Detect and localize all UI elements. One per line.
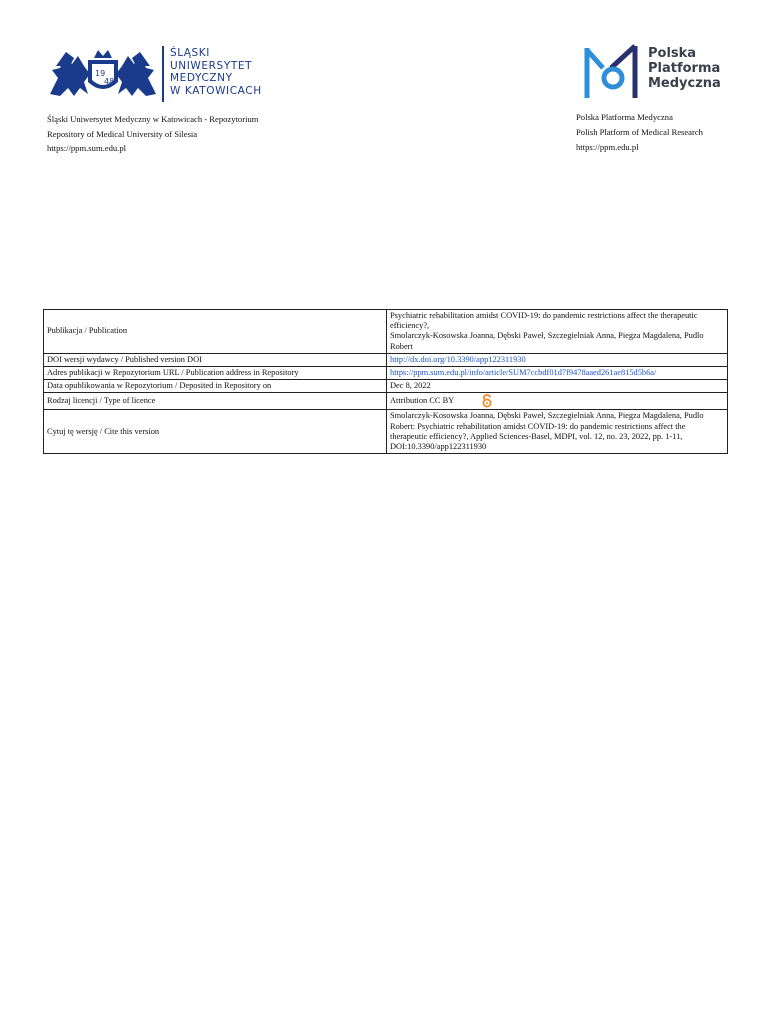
- open-access-icon: [482, 394, 492, 408]
- emblem-year-top: 19: [95, 69, 106, 78]
- doi-link[interactable]: http://dx.doi.org/10.3390/app122311930: [387, 353, 728, 366]
- platform-line-2: Platforma: [648, 61, 721, 76]
- table-row: [44, 393, 728, 410]
- platform-logo-text: [648, 46, 721, 91]
- deposit-date-value: Dec 8, 2022: [387, 380, 728, 393]
- logo-line-4: W KATOWICACH: [170, 84, 262, 97]
- logo-line-3: MEDYCZNY: [170, 72, 233, 84]
- row-label-doi: DOI wersji wydawcy / Published version DOI: [44, 353, 387, 366]
- row-value-publication: [387, 310, 728, 354]
- logo-line-1: ŚLĄSKI: [170, 47, 210, 59]
- row-label-deposit-date: Data opublikowania w Repozytorium / Deposited in Repository on: [44, 380, 387, 393]
- platform-info-right: [576, 112, 726, 153]
- table-row: [44, 353, 728, 366]
- row-label-repository-url: Adres publikacji w Repozytorium URL / Publication address in Repository: [44, 367, 387, 380]
- row-label-publication: Publikacja / Publication: [44, 310, 387, 354]
- platform-line-3: Medyczna: [648, 76, 721, 91]
- table-row: [44, 410, 728, 454]
- emblem-year-bottom: 48: [104, 77, 115, 86]
- licence-value: Attribution CC BY: [390, 396, 454, 406]
- repository-url[interactable]: https://ppm.sum.edu.pl: [47, 143, 127, 153]
- repository-address-link[interactable]: https://ppm.sum.edu.pl/info/article/SUM7ccbdf01d7f9478aaed261ae815d5b6a/: [387, 367, 728, 380]
- citation-value: Smolarczyk-Kosowska Joanna, Dębski Paweł, Szczegielniak Anna, Piegza Magdalena, Pudlo Robert: Psychiatric rehabilitation amidst COVID-19: do pandemic restrictions affect the therapeutic efficiency?, Applied Sciences-Basel, MDPI, vol. 12, no. 23, 2022, pp. 1-11, DOI:10.3390/app122311930: [387, 410, 728, 454]
- platform-line-1: Polska: [648, 46, 697, 61]
- row-label-cite: Cytuj tę wersję / Cite this version: [44, 410, 387, 454]
- publication-metadata-table: [43, 309, 728, 454]
- table-row: [44, 380, 728, 393]
- repository-info-left: [47, 112, 258, 156]
- platform-english-name: Polish Platform of Medical Research: [576, 127, 703, 137]
- logo-line-2: UNIWERSYTET: [170, 59, 253, 72]
- publication-title: Psychiatric rehabilitation amidst COVID-19: do pandemic restrictions affect the therapeutic efficiency?,: [390, 311, 698, 331]
- table-row: [44, 367, 728, 380]
- publication-authors: Smolarczyk-Kosowska Joanna, Dębski Paweł, Szczegielniak Anna, Piegza Magdalena, Pudlo Robert: [390, 331, 704, 351]
- platform-url[interactable]: https://ppm.edu.pl: [576, 142, 639, 152]
- licence-value-cell: [387, 393, 728, 410]
- platform-name: Polska Platforma Medyczna: [576, 112, 673, 122]
- university-repository-name: Śląski Uniwersytet Medyczny w Katowicach - Repozytorium: [47, 114, 259, 124]
- table-row: [44, 310, 728, 354]
- repository-english-name: Repository of Medical University of Silesia: [47, 128, 198, 139]
- university-logo-text: [170, 47, 262, 97]
- row-label-licence: Rodzaj licencji / Type of licence: [44, 393, 387, 410]
